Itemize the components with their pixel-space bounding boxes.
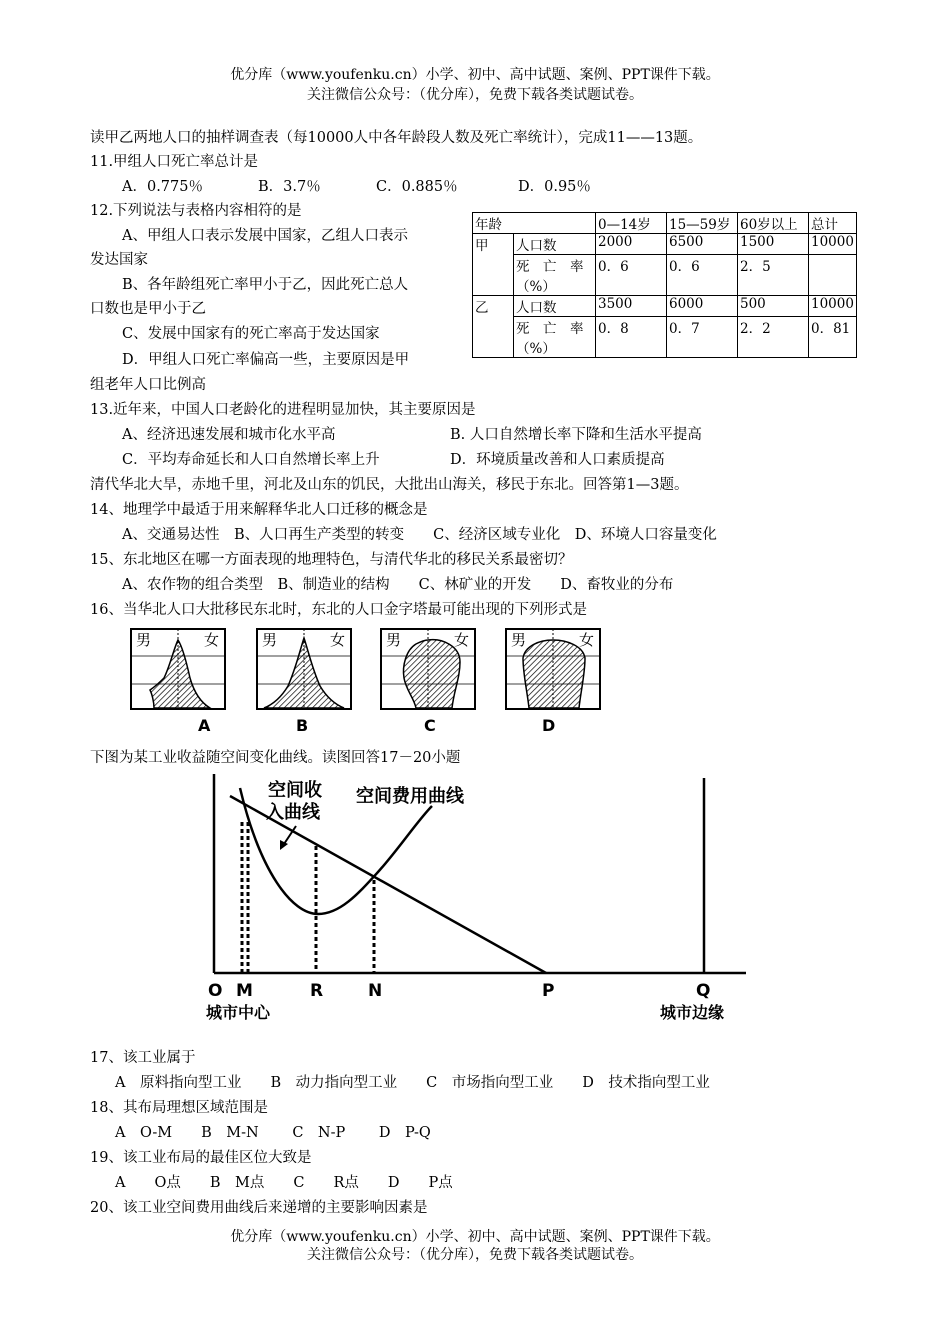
footer-line-2: 关注微信公众号：（优分库），免费下载各类试题试卷。 — [307, 1247, 643, 1263]
q19-stem: 19、该工业布局的最佳区位大致是 — [90, 1150, 312, 1166]
q12-option-d-line2: 组老年人口比例高 — [90, 377, 206, 393]
intro-2: 清代华北大旱，赤地千里，河北及山东的饥民，大批出山海关，移民于东北。回答第1—3题。 — [90, 477, 689, 493]
pyramid-label-d: D — [542, 716, 556, 735]
table-cell: 0．81 — [809, 317, 857, 358]
table-cell — [809, 255, 857, 296]
jia-death-label — [514, 255, 596, 296]
death-rate-unit: （%） — [516, 279, 556, 295]
th-total: 总计 — [809, 213, 857, 234]
yi-pop-label: 人口数 — [514, 296, 596, 317]
point-r: R — [310, 981, 324, 1001]
pyramid-label-b: B — [296, 716, 309, 735]
footer-line-1: 优分库（www.youfenku.cn）小学、初中、高中试题、案例、PPT课件下载。 — [230, 1229, 720, 1245]
table-cell: 6000 — [667, 296, 738, 317]
q13-option-d: D．环境质量改善和人口素质提高 — [450, 452, 665, 468]
point-p: P — [542, 981, 555, 1001]
th-0-14: 0—14岁 — [596, 213, 667, 234]
table-cell: 2．5 — [738, 255, 809, 296]
table-cell: 500 — [738, 296, 809, 317]
q13-stem: 13.近年来，中国人口老龄化的进程明显加快，其主要原因是 — [90, 402, 476, 418]
female-label: 女 — [579, 631, 595, 649]
row-jia-label: 甲 — [473, 234, 514, 296]
income-label-2: 入曲线 — [266, 802, 320, 823]
q12-option-b-line1: B、各年龄组死亡率甲小于乙，因此死亡总人 — [122, 277, 409, 293]
table-cell: 2000 — [596, 234, 667, 255]
pyramid-d — [505, 628, 601, 710]
male-label: 男 — [262, 631, 278, 649]
point-m: M — [236, 981, 253, 1001]
th-age: 年龄 — [473, 213, 596, 234]
q12-option-b-line2: 口数也是甲小于乙 — [90, 301, 206, 317]
q18-options: A O-M B M-N C N-P D P-Q — [115, 1125, 431, 1141]
male-label: 男 — [136, 631, 152, 649]
q12-option-c: C、发展中国家有的死亡率高于发达国家 — [122, 326, 380, 342]
intro-1: 读甲乙两地人口的抽样调查表（每10000人中各年龄段人数及死亡率统计），完成11——13题。 — [90, 130, 703, 146]
q18-stem: 18、其布局理想区域范围是 — [90, 1100, 268, 1116]
q11-option-d: D．0.95％ — [518, 179, 591, 195]
q17-stem: 17、该工业属于 — [90, 1050, 196, 1066]
q12-option-a-line2: 发达国家 — [90, 252, 148, 268]
pyramid-label-a: A — [198, 716, 211, 735]
point-n: N — [368, 981, 383, 1001]
table-cell: 10000 — [809, 234, 857, 255]
q13-option-b: B. 人口自然增长率下降和生活水平提高 — [450, 427, 702, 443]
pyramid-c — [380, 628, 476, 710]
q11-option-b: B．3.7％ — [258, 179, 321, 195]
q19-options: A O点 B M点 C R点 D P点 — [115, 1175, 453, 1191]
female-label: 女 — [454, 631, 470, 649]
table-cell: 10000 — [809, 296, 857, 317]
intro-3: 下图为某工业收益随空间变化曲线。读图回答17－20小题 — [90, 750, 461, 766]
female-label: 女 — [330, 631, 346, 649]
cost-label: 空间费用曲线 — [356, 786, 464, 807]
pyramid-b — [256, 628, 352, 710]
death-rate-unit: （%） — [516, 341, 556, 357]
point-q: Q — [696, 981, 711, 1001]
income-label-1: 空间收 — [268, 780, 322, 801]
q14-options: A、交通易达性 B、人口再生产类型的转变 C、经济区域专业化 D、环境人口容量变化 — [122, 527, 717, 543]
table-cell: 3500 — [596, 296, 667, 317]
pyramid-a — [130, 628, 226, 710]
male-label: 男 — [511, 631, 527, 649]
jia-pop-label: 人口数 — [514, 234, 596, 255]
table-cell: 0．6 — [667, 255, 738, 296]
table-cell: 0．7 — [667, 317, 738, 358]
industry-cost-revenue-graph — [200, 772, 752, 1032]
q12-stem: 12.下列说法与表格内容相符的是 — [90, 203, 302, 219]
caption-city-center: 城市中心 — [206, 1003, 271, 1022]
th-60plus: 60岁以上 — [738, 213, 809, 234]
death-rate-label: 死 亡 率 — [516, 259, 584, 275]
q12-option-a-line1: A、甲组人口表示发展中国家，乙组人口表示 — [122, 228, 408, 244]
row-yi-label: 乙 — [473, 296, 514, 358]
pyramid-label-c: C — [424, 716, 436, 735]
q11-option-c: C．0.885％ — [376, 179, 458, 195]
table-cell: 6500 — [667, 234, 738, 255]
q13-option-c: C．平均寿命延长和人口自然增长率上升 — [122, 452, 380, 468]
header-line-1: 优分库（www.youfenku.cn）小学、初中、高中试题、案例、PPT课件下载。 — [230, 67, 720, 83]
population-table — [472, 212, 857, 358]
female-label: 女 — [204, 631, 220, 649]
q20-stem: 20、该工业空间费用曲线后来递增的主要影响因素是 — [90, 1200, 428, 1216]
point-o: O — [208, 981, 223, 1001]
q12-option-d-line1: D．甲组人口死亡率偏高一些，主要原因是甲 — [122, 352, 410, 368]
q13-option-a: A、经济迅速发展和城市化水平高 — [122, 427, 336, 443]
table-cell: 0．8 — [596, 317, 667, 358]
q17-options: A 原料指向型工业 B 动力指向型工业 C 市场指向型工业 D 技术指向型工业 — [115, 1075, 710, 1091]
q16-stem: 16、当华北人口大批移民东北时，东北的人口金字塔最可能出现的下列形式是 — [90, 602, 587, 618]
caption-city-edge: 城市边缘 — [660, 1003, 725, 1022]
q15-stem: 15、东北地区在哪一方面表现的地理特色，与清代华北的移民关系最密切？ — [90, 552, 573, 568]
q15-options: A、农作物的组合类型 B、制造业的结构 C、林矿业的开发 D、畜牧业的分布 — [122, 577, 674, 593]
male-label: 男 — [386, 631, 402, 649]
th-15-59: 15—59岁 — [667, 213, 738, 234]
q11-stem: 11.甲组人口死亡率总计是 — [90, 154, 259, 170]
table-cell: 2．2 — [738, 317, 809, 358]
yi-death-label — [514, 317, 596, 358]
q14-stem: 14、地理学中最适于用来解释华北人口迁移的概念是 — [90, 502, 428, 518]
q11-option-a: A．0.775％ — [122, 179, 203, 195]
table-cell: 1500 — [738, 234, 809, 255]
death-rate-label: 死 亡 率 — [516, 321, 584, 337]
table-cell: 0．6 — [596, 255, 667, 296]
header-line-2: 关注微信公众号：（优分库），免费下载各类试题试卷。 — [307, 87, 643, 103]
